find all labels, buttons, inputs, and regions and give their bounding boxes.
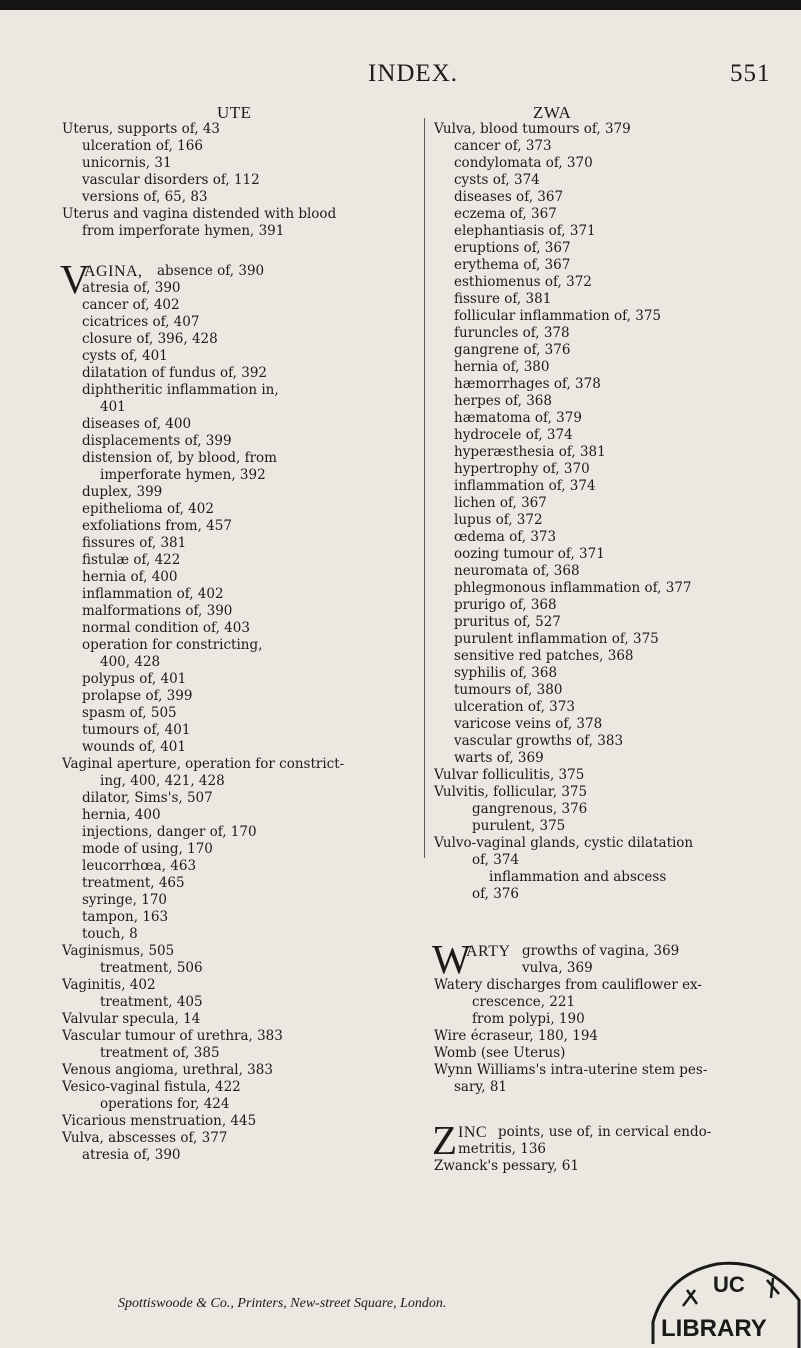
index-entry: treatment, 506 [100,960,203,976]
index-entry: versions of, 65, 83 [82,189,208,205]
index-entry: gangrenous, 376 [472,801,588,817]
index-entry: of, 374 [472,852,519,868]
index-entry: treatment, 465 [82,875,185,891]
left-column-heading: UTE [217,103,252,122]
index-entry: Vulvo-vaginal glands, cystic dilatation [434,835,694,851]
index-entry: dilatation of fundus of, 392 [82,365,268,381]
index-entry: Zwanck's pessary, 61 [434,1158,579,1174]
scan-edge [0,0,801,10]
index-entry: purulent, 375 [472,818,566,834]
index-entry: vascular disorders of, 112 [82,172,260,188]
index-entry: of, 376 [472,886,519,902]
index-entry: prolapse of, 399 [82,688,193,704]
section-head-zinc: INC [458,1124,488,1141]
section-head-vagina: AGINA, [84,263,143,280]
drop-cap-w: W [432,936,471,982]
index-entry: Womb (see Uterus) [434,1045,566,1061]
index-entry: œdema of, 373 [454,529,557,545]
index-entry: prurigo of, 368 [454,597,557,613]
index-entry: Wire écraseur, 180, 194 [434,1028,599,1044]
index-entry: Vulvitis, follicular, 375 [434,784,588,800]
index-entry: Wynn Williams's intra-uterine stem pes- [434,1062,708,1078]
index-entry: malformations of, 390 [82,603,233,619]
index-entry: treatment, 405 [100,994,203,1010]
index-entry: gangrene of, 376 [454,342,571,358]
index-entry: follicular inflammation of, 375 [454,308,662,324]
index-entry: atresia of, 390 [82,280,181,296]
index-entry: operations for, 424 [100,1096,230,1112]
index-entry: ulceration of, 373 [454,699,575,715]
index-entry: spasm of, 505 [82,705,177,721]
index-entry: crescence, 221 [472,994,576,1010]
index-entry: growths of vagina, 369 [522,943,680,959]
index-entry: Vaginal aperture, operation for constrict- [62,756,345,772]
index-entry: tampon, 163 [82,909,169,925]
index-entry: epithelioma of, 402 [82,501,214,517]
index-entry: varicose veins of, 378 [454,716,603,732]
index-entry: imperforate hymen, 392 [100,467,266,483]
index-entry: ulceration of, 166 [82,138,203,154]
index-entry: leucorrhœa, 463 [82,858,197,874]
index-entry: unicornis, 31 [82,155,172,171]
index-entry: Vaginitis, 402 [62,977,156,993]
index-entry: atresia of, 390 [82,1147,181,1163]
index-entry: eruptions of, 367 [454,240,571,256]
index-entry: ing, 400, 421, 428 [100,773,225,789]
index-entry: Valvular specula, 14 [62,1011,201,1027]
index-entry: hyperæsthesia of, 381 [454,444,606,460]
index-entry: cancer of, 402 [82,297,180,313]
index-entry: points, use of, in cervical endo- [498,1124,712,1140]
section-head-warty: ARTY [466,943,511,960]
index-entry: Venous angioma, urethral, 383 [62,1062,273,1078]
drop-cap-v: V [60,256,90,302]
index-entry: absence of, 390 [157,263,265,279]
index-entry: erythema of, 367 [454,257,571,273]
index-entry: syphilis of, 368 [454,665,558,681]
index-entry: pruritus of, 527 [454,614,561,630]
index-entry: syringe, 170 [82,892,168,908]
index-entry: inflammation and abscess [489,869,667,885]
index-entry: normal condition of, 403 [82,620,250,636]
index-entry: diseases of, 400 [82,416,192,432]
index-entry: injections, danger of, 170 [82,824,257,840]
index-entry: hernia of, 380 [454,359,550,375]
index-entry: cancer of, 373 [454,138,552,154]
index-entry: hypertrophy of, 370 [454,461,590,477]
index-entry: Vulvar folliculitis, 375 [434,767,585,783]
index-entry: from polypi, 190 [472,1011,585,1027]
index-entry: Vulva, abscesses of, 377 [62,1130,228,1146]
index-entry: phlegmonous inflammation of, 377 [454,580,692,596]
index-entry: oozing tumour of, 371 [454,546,605,562]
index-entry: diphtheritic inflammation in, [82,382,279,398]
index-entry: inflammation of, 374 [454,478,596,494]
index-entry: exfoliations from, 457 [82,518,232,534]
index-entry: 401 [100,399,126,415]
index-entry: Vulva, blood tumours of, 379 [434,121,631,137]
library-stamp [647,1260,801,1348]
index-entry: cicatrices of, 407 [82,314,200,330]
stamp-library-text: LIBRARY [661,1315,767,1342]
index-entry: inflammation of, 402 [82,586,224,602]
index-entry: cysts of, 374 [454,172,540,188]
index-entry: mode of using, 170 [82,841,213,857]
index-entry: hernia of, 400 [82,569,178,585]
index-entry: Watery discharges from cauliflower ex- [434,977,702,993]
column-divider [424,118,425,858]
index-entry: Uterus, supports of, 43 [62,121,220,137]
index-entry: lichen of, 367 [454,495,547,511]
index-entry: vulva, 369 [522,960,593,976]
index-entry: touch, 8 [82,926,138,942]
drop-cap-z: Z [432,1117,458,1163]
index-entry: operation for constricting, [82,637,263,653]
index-entry: diseases of, 367 [454,189,564,205]
index-entry: herpes of, 368 [454,393,552,409]
running-head-title: INDEX. [368,60,459,87]
printer-imprint: Spottiswoode & Co., Printers, New-street Square, London. [118,1296,447,1311]
index-entry: polypus of, 401 [82,671,187,687]
index-entry: Vaginismus, 505 [62,943,175,959]
index-entry: esthiomenus of, 372 [454,274,592,290]
index-entry: hæmorrhages of, 378 [454,376,601,392]
index-entry: treatment of, 385 [100,1045,220,1061]
index-entry: fistulæ of, 422 [82,552,181,568]
index-entry: warts of, 369 [454,750,544,766]
index-entry: Uterus and vagina distended with blood [62,206,337,222]
index-entry: sary, 81 [454,1079,508,1095]
index-entry: purulent inflammation of, 375 [454,631,659,647]
index-entry: tumours of, 401 [82,722,191,738]
index-entry: furuncles of, 378 [454,325,570,341]
index-entry: Vesico-vaginal fistula, 422 [62,1079,241,1095]
index-entry: Vascular tumour of urethra, 383 [62,1028,283,1044]
index-entry: wounds of, 401 [82,739,186,755]
index-entry: distension of, by blood, from [82,450,277,466]
page-number: 551 [730,60,771,87]
index-entry: from imperforate hymen, 391 [82,223,285,239]
index-entry: hydrocele of, 374 [454,427,573,443]
index-entry: displacements of, 399 [82,433,232,449]
index-entry: eczema of, 367 [454,206,557,222]
index-entry: cysts of, 401 [82,348,168,364]
index-entry: sensitive red patches, 368 [454,648,634,664]
index-entry: elephantiasis of, 371 [454,223,596,239]
index-entry: tumours of, 380 [454,682,563,698]
index-entry: condylomata of, 370 [454,155,593,171]
index-entry: duplex, 399 [82,484,163,500]
index-entry: vascular growths of, 383 [454,733,624,749]
index-entry: closure of, 396, 428 [82,331,218,347]
stamp-top-text: UC [713,1272,745,1297]
index-entry: fissure of, 381 [454,291,552,307]
index-entry: metritis, 136 [458,1141,547,1157]
index-entry: Vicarious menstruation, 445 [62,1113,257,1129]
index-entry: lupus of, 372 [454,512,543,528]
index-entry: neuromata of, 368 [454,563,580,579]
index-entry: dilator, Sims's, 507 [82,790,213,806]
index-entry: fissures of, 381 [82,535,187,551]
index-entry: 400, 428 [100,654,161,670]
right-column-heading: ZWA [533,103,572,122]
index-entry: hernia, 400 [82,807,161,823]
index-entry: hæmatoma of, 379 [454,410,582,426]
